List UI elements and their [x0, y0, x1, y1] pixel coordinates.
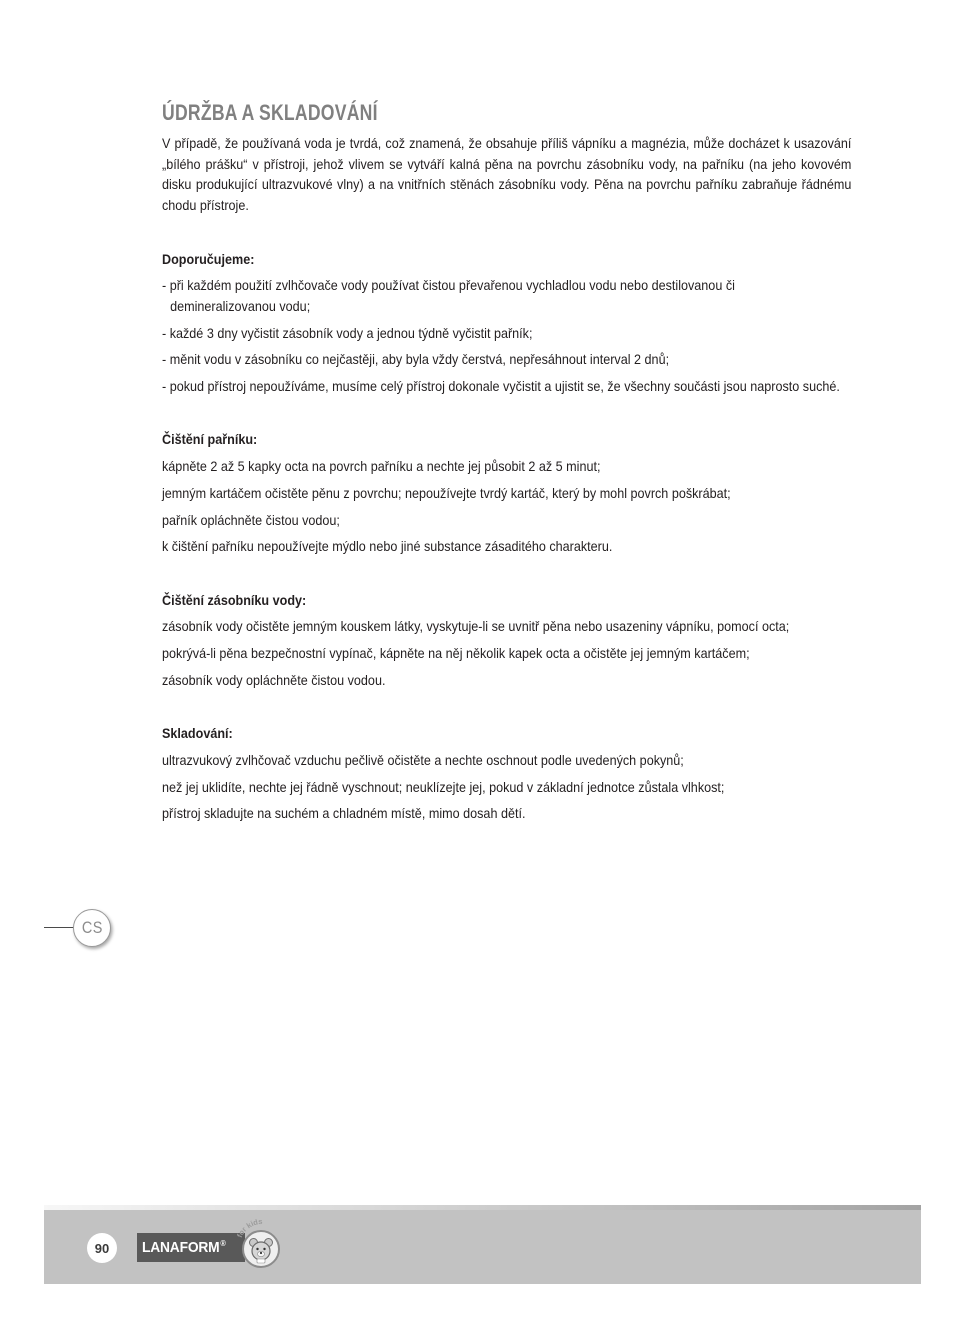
brand-logo-text: [142, 1239, 226, 1256]
intro-line: „bílého prášku“ v přístroji, jehož vlivem se vytváří kalná pěna na povrchu zásobníku vody, na pařníku (na jeho kovovém: [162, 155, 852, 172]
brand-logo: [137, 1233, 245, 1262]
list-item: [162, 275, 942, 316]
instruction-line: pokrývá-li pěna bezpečnostní vypínač, kápněte na něj několik kapek octa a očistěte jej jemným kartáčem;: [162, 645, 750, 662]
footer-gradient-strip: [44, 1205, 921, 1210]
badge-caption-text: for kids: [234, 1216, 263, 1239]
page-title: ÚDRŽBA A SKLADOVÁNÍ: [162, 100, 378, 125]
intro-line: chodu přístroje.: [162, 197, 249, 214]
section-heading: Čištění pařníku:: [162, 431, 258, 448]
language-tab: [73, 909, 111, 947]
intro-paragraph: [162, 133, 942, 216]
bear-badge-icon: [234, 1216, 286, 1274]
list-item-line: - pokud přístroj nepoužíváme, musíme celý přístroj dokonale vyčistit a ujistit se, že všechny součásti jsou naprosto suché.: [162, 377, 840, 394]
brand-logo-name: LANAFORM: [142, 1239, 220, 1256]
list-item-line: - měnit vodu v zásobníku co nejčastěji, aby byla vždy čerstvá, nepřesáhnout interval 2 dnů;: [162, 351, 670, 368]
instruction-line: přístroj skladujte na suchém a chladném místě, mimo dosah dětí.: [162, 805, 526, 822]
tank-cleaning-section: [162, 590, 942, 691]
list-item: [162, 376, 942, 397]
instruction-line: zásobník vody opláchněte čistou vodou.: [162, 671, 386, 688]
list-item-line: - každé 3 dny vyčistit zásobník vody a jednou týdně vyčistit pařník;: [162, 324, 533, 341]
footer-band: [44, 1205, 921, 1284]
language-tab-label: CS: [81, 918, 103, 937]
storage-section: [162, 723, 942, 824]
section-heading: Skladování:: [162, 725, 233, 742]
list-item: [162, 323, 942, 344]
registered-mark: ®: [220, 1239, 226, 1248]
section-heading: Doporučujeme:: [162, 250, 255, 267]
instruction-line: kápněte 2 až 5 kapky octa na povrch pařníku a nechte jej působit 2 až 5 minut;: [162, 458, 601, 475]
list-item-line: - při každém použití zvlhčovače vody používat čistou převařenou vychladlou vodu nebo destilovanou či: [162, 277, 735, 294]
instruction-line: ultrazvukový zvlhčovač vzduchu pečlivě očistěte a nechte oschnout podle uvedených pokynů;: [162, 751, 684, 768]
steamer-cleaning-section: [162, 429, 942, 556]
section-heading: Čištění zásobníku vody:: [162, 591, 307, 608]
instruction-line: zásobník vody očistěte jemným kouskem látky, vyskytuje-li se uvnitř pěna nebo usazeniny vápníku, pomocí octa;: [162, 618, 790, 635]
instruction-line: než jej uklidíte, nechte jej řádně vyschnout; neuklízejte jej, pokud v základní jednotce zůstala vlhkost;: [162, 778, 725, 795]
page-number: 90: [87, 1233, 117, 1263]
list-item-line-continued: demineralizovanou vodu;: [170, 297, 311, 314]
intro-line: V případě, že používaná voda je tvrdá, což znamená, že obsahuje příliš vápníku a magnézia, může docházet k usazování: [162, 135, 852, 151]
instruction-line: k čištění pařníku nepoužívejte mýdlo nebo jiné substance zásaditého charakteru.: [162, 538, 613, 555]
language-tab-connector: [44, 927, 75, 928]
page-content: [162, 100, 942, 824]
intro-line: disku produkující ultrazvukové vlny) a na vnitřních stěnách zásobníku vody. Pěna na povrchu pařníku zabraňuje řádnému: [162, 176, 852, 193]
instruction-line: jemným kartáčem očistěte pěnu z povrchu; nepoužívejte tvrdý kartáč, který by mohl povrch poškrábat;: [162, 484, 731, 501]
recommendations-section: [162, 249, 942, 397]
instruction-line: pařník opláchněte čistou vodou;: [162, 511, 340, 528]
list-item: [162, 349, 942, 370]
